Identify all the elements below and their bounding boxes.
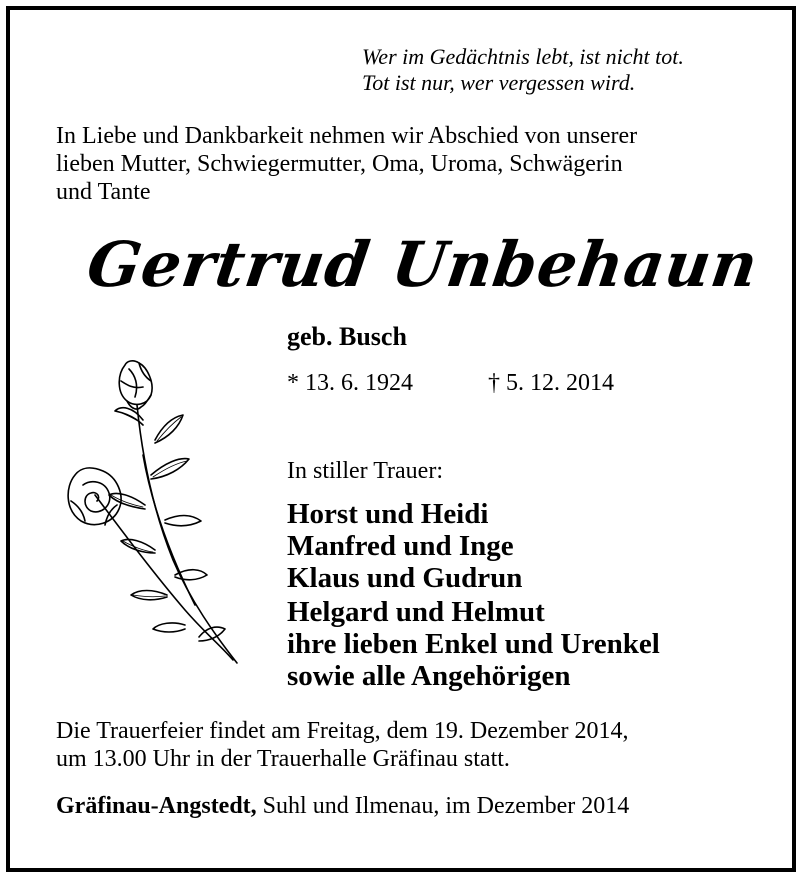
intro-line-3: und Tante	[56, 179, 151, 205]
birth-date: * 13. 6. 1924	[287, 370, 413, 396]
mourner-line: Horst und Heidi	[287, 498, 489, 530]
closing-place: Gräfinau-Angstedt,	[56, 793, 257, 819]
death-date: † 5. 12. 2014	[488, 370, 614, 396]
maiden-name: geb. Busch	[287, 322, 407, 351]
deceased-name: Gertrud Unbehaun	[82, 228, 763, 301]
intro-line-2: lieben Mutter, Schwiegermutter, Oma, Uroma, Schwägerin	[56, 151, 623, 177]
mourner-line: Helgard und Helmut	[287, 596, 545, 628]
rose-stem-main	[137, 405, 237, 663]
mourner-line: ihre lieben Enkel und Urenkel	[287, 628, 660, 660]
closing-date: Suhl und Ilmenau, im Dezember 2014	[262, 793, 630, 819]
rose-illustration-icon	[55, 345, 255, 670]
funeral-line-2: um 13.00 Uhr in der Trauerhalle Gräfinau statt.	[56, 746, 510, 772]
mourner-line: sowie alle Angehörigen	[287, 660, 571, 692]
mourning-heading: In stiller Trauer:	[287, 458, 443, 484]
motto-line-2: Tot ist nur, wer vergessen wird.	[362, 70, 636, 95]
intro-line-1: In Liebe und Dankbarkeit nehmen wir Abschied von unserer	[56, 123, 638, 149]
funeral-line-1: Die Trauerfeier findet am Freitag, dem 19. Dezember 2014,	[56, 718, 629, 744]
rose-stem-second	[95, 495, 233, 660]
motto-line-1: Wer im Gedächtnis lebt, ist nicht tot.	[362, 44, 684, 69]
mourner-line: Klaus und Gudrun	[287, 562, 523, 594]
closing-line	[56, 793, 629, 820]
mourner-line: Manfred und Inge	[287, 530, 514, 562]
